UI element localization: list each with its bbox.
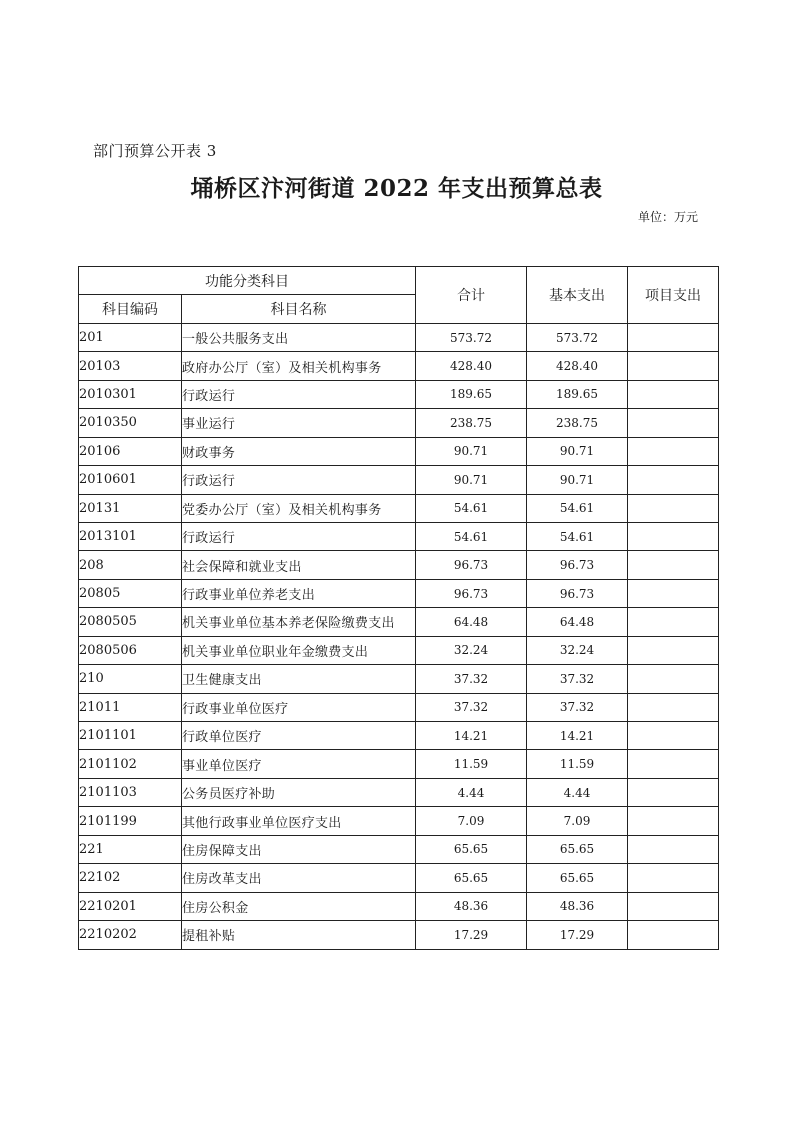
cell-basic: 64.48 [527,608,628,636]
table-row [79,750,719,778]
cell-basic: 238.75 [527,409,628,437]
header-basic: 基本支出 [527,267,628,324]
table-row [79,636,719,664]
cell-project [628,722,719,750]
page-title: 埇桥区汴河街道 2022 年支出预算总表 [190,175,603,202]
cell-name: 行政单位医疗 [182,722,416,750]
cell-name: 行政事业单位养老支出 [182,579,416,607]
cell-total: 54.61 [416,522,527,550]
cell-name: 财政事务 [182,437,416,465]
cell-code: 22102 [79,864,182,892]
cell-total: 238.75 [416,409,527,437]
cell-code: 2080506 [79,636,182,664]
cell-project [628,522,719,550]
table-row [79,807,719,835]
cell-code: 2010601 [79,466,182,494]
unit-label: 单位：万元 [637,210,698,224]
table-row [79,409,719,437]
table-row [79,437,719,465]
cell-basic: 96.73 [527,551,628,579]
cell-total: 7.09 [416,807,527,835]
cell-total: 4.44 [416,778,527,806]
cell-name: 行政运行 [182,466,416,494]
cell-project [628,665,719,693]
cell-basic: 7.09 [527,807,628,835]
cell-total: 90.71 [416,466,527,494]
cell-name: 行政事业单位医疗 [182,693,416,721]
cell-total: 65.65 [416,864,527,892]
cell-name: 事业运行 [182,409,416,437]
table-row [79,608,719,636]
table-row [79,722,719,750]
cell-code: 20103 [79,352,182,380]
table-row [79,892,719,920]
budget-table-body [79,323,719,949]
cell-basic: 37.32 [527,693,628,721]
table-row [79,380,719,408]
cell-project [628,807,719,835]
cell-code: 2101102 [79,750,182,778]
cell-code: 2010350 [79,409,182,437]
cell-name: 行政运行 [182,522,416,550]
table-row [79,466,719,494]
cell-name: 公务员医疗补助 [182,778,416,806]
cell-code: 221 [79,835,182,863]
table-row [79,551,719,579]
cell-basic: 54.61 [527,522,628,550]
cell-name: 卫生健康支出 [182,665,416,693]
cell-code: 2101101 [79,722,182,750]
cell-name: 一般公共服务支出 [182,323,416,351]
cell-project [628,494,719,522]
table-row [79,864,719,892]
table-row [79,693,719,721]
cell-basic: 54.61 [527,494,628,522]
cell-code: 20106 [79,437,182,465]
cell-code: 2210201 [79,892,182,920]
cell-total: 96.73 [416,579,527,607]
cell-name: 社会保障和就业支出 [182,551,416,579]
header-project: 项目支出 [628,267,719,324]
cell-project [628,892,719,920]
cell-basic: 573.72 [527,323,628,351]
cell-basic: 4.44 [527,778,628,806]
header-name: 科目名称 [182,295,416,323]
table-row [79,579,719,607]
table-row [79,921,719,949]
cell-code: 2013101 [79,522,182,550]
cell-total: 189.65 [416,380,527,408]
cell-project [628,750,719,778]
cell-total: 32.24 [416,636,527,664]
cell-total: 573.72 [416,323,527,351]
cell-code: 210 [79,665,182,693]
cell-project [628,636,719,664]
cell-code: 2010301 [79,380,182,408]
cell-basic: 14.21 [527,722,628,750]
cell-total: 48.36 [416,892,527,920]
cell-total: 37.32 [416,665,527,693]
cell-project [628,835,719,863]
cell-total: 17.29 [416,921,527,949]
cell-name: 其他行政事业单位医疗支出 [182,807,416,835]
cell-total: 90.71 [416,437,527,465]
cell-code: 2210202 [79,921,182,949]
header-total: 合计 [416,267,527,324]
cell-total: 96.73 [416,551,527,579]
cell-basic: 11.59 [527,750,628,778]
cell-code: 201 [79,323,182,351]
cell-code: 2080505 [79,608,182,636]
table-row [79,323,719,351]
cell-basic: 65.65 [527,864,628,892]
cell-basic: 48.36 [527,892,628,920]
cell-project [628,921,719,949]
cell-name: 机关事业单位基本养老保险缴费支出 [182,608,416,636]
table-row [79,665,719,693]
cell-total: 64.48 [416,608,527,636]
cell-total: 37.32 [416,693,527,721]
cell-name: 机关事业单位职业年金缴费支出 [182,636,416,664]
cell-project [628,352,719,380]
cell-project [628,380,719,408]
cell-name: 住房公积金 [182,892,416,920]
table-row [79,835,719,863]
cell-basic: 65.65 [527,835,628,863]
cell-name: 政府办公厅（室）及相关机构事务 [182,352,416,380]
cell-project [628,323,719,351]
cell-basic: 428.40 [527,352,628,380]
cell-basic: 32.24 [527,636,628,664]
cell-basic: 90.71 [527,437,628,465]
table-label: 部门预算公开表 3 [93,142,217,160]
cell-project [628,864,719,892]
cell-project [628,608,719,636]
cell-basic: 189.65 [527,380,628,408]
cell-basic: 37.32 [527,665,628,693]
cell-total: 11.59 [416,750,527,778]
cell-project [628,778,719,806]
cell-project [628,409,719,437]
cell-name: 事业单位医疗 [182,750,416,778]
group-header-function: 功能分类科目 [79,267,416,295]
cell-total: 54.61 [416,494,527,522]
cell-name: 行政运行 [182,380,416,408]
cell-name: 党委办公厅（室）及相关机构事务 [182,494,416,522]
cell-basic: 90.71 [527,466,628,494]
cell-code: 2101103 [79,778,182,806]
cell-project [628,437,719,465]
table-row [79,352,719,380]
cell-code: 21011 [79,693,182,721]
budget-table [78,266,719,950]
table-row [79,522,719,550]
cell-name: 住房保障支出 [182,835,416,863]
cell-name: 提租补贴 [182,921,416,949]
cell-basic: 17.29 [527,921,628,949]
cell-code: 20805 [79,579,182,607]
table-row [79,494,719,522]
cell-project [628,693,719,721]
header-code: 科目编码 [79,295,182,323]
cell-project [628,466,719,494]
cell-code: 2101199 [79,807,182,835]
cell-code: 208 [79,551,182,579]
cell-total: 14.21 [416,722,527,750]
cell-project [628,551,719,579]
table-row [79,778,719,806]
cell-project [628,579,719,607]
cell-code: 20131 [79,494,182,522]
cell-basic: 96.73 [527,579,628,607]
cell-total: 65.65 [416,835,527,863]
cell-total: 428.40 [416,352,527,380]
cell-name: 住房改革支出 [182,864,416,892]
